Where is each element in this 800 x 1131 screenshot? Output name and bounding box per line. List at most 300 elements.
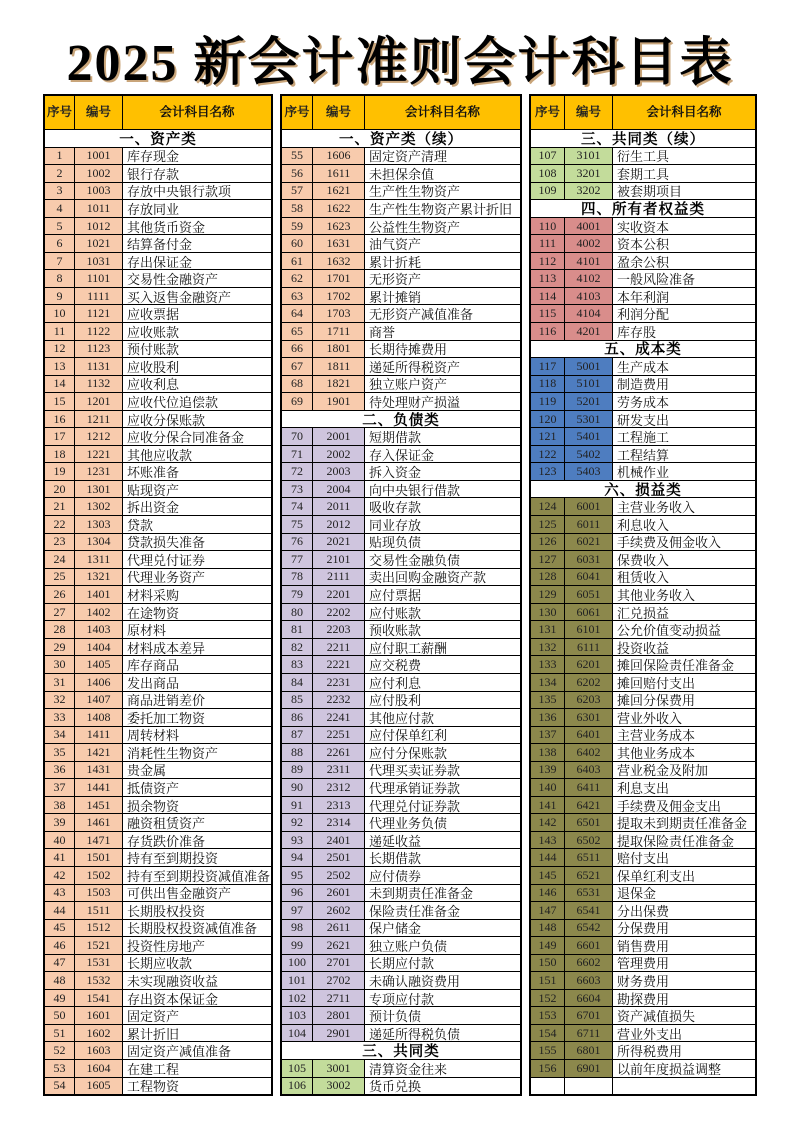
row-seq: 91	[282, 797, 313, 814]
row-code: 1801	[313, 341, 365, 358]
row-name: 固定资产减值准备	[123, 1042, 271, 1059]
row-code: 6403	[565, 762, 613, 779]
table-row	[282, 937, 520, 955]
row-name: 应收票据	[123, 305, 271, 322]
row-seq: 23	[45, 534, 75, 551]
row-seq: 74	[282, 498, 313, 515]
row-seq: 148	[531, 920, 565, 937]
row-code: 2711	[313, 990, 365, 1007]
row-code: 1451	[75, 797, 123, 814]
row-code: 4201	[565, 323, 613, 340]
row-code: 6201	[565, 656, 613, 673]
row-seq: 21	[45, 498, 75, 515]
row-name: 独立账户负债	[365, 937, 520, 954]
row-seq: 77	[282, 551, 313, 568]
row-seq: 47	[45, 955, 75, 972]
row-code: 6402	[565, 744, 613, 761]
row-seq: 44	[45, 902, 75, 919]
row-code: 6203	[565, 692, 613, 709]
table-row	[45, 235, 271, 253]
row-seq: 100	[282, 955, 313, 972]
row-name: 商品进销差价	[123, 692, 271, 709]
row-name: 保费收入	[613, 551, 755, 568]
table-row	[45, 498, 271, 516]
row-seq: 124	[531, 498, 565, 515]
row-code: 2201	[313, 586, 365, 603]
row-seq: 105	[282, 1060, 313, 1077]
table-row	[282, 463, 520, 481]
row-seq: 78	[282, 569, 313, 586]
row-name: 存出资本保证金	[123, 990, 271, 1007]
table-row	[531, 867, 755, 885]
row-name: 其他货币资金	[123, 218, 271, 235]
row-code: 2221	[313, 656, 365, 673]
row-name: 应付账款	[365, 604, 520, 621]
row-seq: 73	[282, 481, 313, 498]
row-name: 吸收存款	[365, 498, 520, 515]
row-seq: 155	[531, 1042, 565, 1059]
row-name: 预收账款	[365, 621, 520, 638]
row-name: 制造费用	[613, 376, 755, 393]
row-name: 结算备付金	[123, 235, 271, 252]
table-row	[531, 358, 755, 376]
row-seq: 98	[282, 920, 313, 937]
row-seq: 66	[282, 341, 313, 358]
row-name: 分保费用	[613, 920, 755, 937]
row-seq: 113	[531, 270, 565, 287]
row-name: 勘探费用	[613, 990, 755, 1007]
table-row	[282, 569, 520, 587]
row-seq: 8	[45, 270, 75, 287]
row-seq: 86	[282, 709, 313, 726]
row-seq: 6	[45, 235, 75, 252]
row-seq: 137	[531, 727, 565, 744]
row-name: 应付票据	[365, 586, 520, 603]
row-seq: 11	[45, 323, 75, 340]
row-code: 6401	[565, 727, 613, 744]
row-seq: 65	[282, 323, 313, 340]
row-code: 1606	[313, 148, 365, 165]
row-seq: 3	[45, 183, 75, 200]
row-name: 租赁收入	[613, 569, 755, 586]
table-row	[531, 832, 755, 850]
row-name: 未实现融资收益	[123, 972, 271, 989]
table-row	[282, 990, 520, 1008]
row-code: 2002	[313, 446, 365, 463]
column-header-name: 会计科目名称	[159, 104, 235, 119]
row-name: 卖出回购金融资产款	[365, 569, 520, 586]
row-code: 2311	[313, 762, 365, 779]
table-row	[282, 674, 520, 692]
section-header-label: 三、共同类	[282, 1042, 520, 1059]
row-name: 盈余公积	[613, 253, 755, 270]
table-row	[282, 849, 520, 867]
table-row	[282, 428, 520, 446]
column-header-code: 编号	[75, 96, 123, 129]
accounts-table	[43, 94, 757, 1096]
row-code: 1301	[75, 481, 123, 498]
row-name: 预计负债	[365, 1007, 520, 1024]
table-row	[531, 516, 755, 534]
row-code: 2611	[313, 920, 365, 937]
row-seq: 64	[282, 305, 313, 322]
table-row	[531, 744, 755, 762]
table-row	[531, 1042, 755, 1060]
table-row	[282, 727, 520, 745]
row-code: 1406	[75, 674, 123, 691]
table-row	[531, 534, 755, 552]
table-row	[531, 288, 755, 306]
row-seq: 151	[531, 972, 565, 989]
row-code: 1111	[75, 288, 123, 305]
row-name: 应付利息	[365, 674, 520, 691]
section-header-label: 二、负债类	[282, 411, 520, 428]
row-name: 工程结算	[613, 446, 755, 463]
row-code: 1601	[75, 1007, 123, 1024]
row-name: 研发支出	[613, 411, 755, 428]
row-code: 1212	[75, 428, 123, 445]
table-row	[282, 639, 520, 657]
row-name	[613, 1078, 755, 1095]
row-code: 2203	[313, 621, 365, 638]
column-header-code: 编号	[313, 96, 365, 129]
row-seq: 41	[45, 849, 75, 866]
row-name: 交易性金融负债	[365, 551, 520, 568]
row-code: 5403	[565, 463, 613, 480]
row-name: 应收账款	[123, 323, 271, 340]
table-row	[531, 797, 755, 815]
table-row	[45, 937, 271, 955]
row-code: 6541	[565, 902, 613, 919]
row-seq: 121	[531, 428, 565, 445]
section-header-row	[45, 130, 271, 148]
row-name: 贴现负债	[365, 534, 520, 551]
row-seq: 14	[45, 376, 75, 393]
table-row	[45, 534, 271, 552]
row-code: 6701	[565, 1007, 613, 1024]
row-code: 2011	[313, 498, 365, 515]
row-name: 贴现资产	[123, 481, 271, 498]
row-code: 2312	[313, 779, 365, 796]
row-seq: 75	[282, 516, 313, 533]
row-name: 递延所得税负债	[365, 1025, 520, 1042]
row-seq: 50	[45, 1007, 75, 1024]
row-code: 1821	[313, 376, 365, 393]
row-seq: 101	[282, 972, 313, 989]
row-seq: 45	[45, 920, 75, 937]
row-name: 利息支出	[613, 779, 755, 796]
row-code: 1421	[75, 744, 123, 761]
row-seq: 88	[282, 744, 313, 761]
row-code: 1702	[313, 288, 365, 305]
row-code: 2313	[313, 797, 365, 814]
table-row	[282, 305, 520, 323]
row-seq: 92	[282, 814, 313, 831]
row-code: 5001	[565, 358, 613, 375]
table-row	[45, 955, 271, 973]
row-code: 6502	[565, 832, 613, 849]
table-row	[282, 656, 520, 674]
row-name: 生产成本	[613, 358, 755, 375]
row-name: 长期借款	[365, 849, 520, 866]
row-code: 1132	[75, 376, 123, 393]
row-code: 4104	[565, 305, 613, 322]
row-name: 汇兑损益	[613, 604, 755, 621]
row-name: 赔付支出	[613, 849, 755, 866]
row-name: 拆出资金	[123, 498, 271, 515]
table-row	[45, 165, 271, 183]
row-seq: 29	[45, 639, 75, 656]
row-name: 套期工具	[613, 165, 755, 182]
row-seq: 37	[45, 779, 75, 796]
column-header-seq: 序号	[45, 96, 75, 129]
row-code: 6542	[565, 920, 613, 937]
row-code: 1211	[75, 411, 123, 428]
table-row	[531, 253, 755, 271]
row-name: 摊回赔付支出	[613, 674, 755, 691]
table-row	[282, 288, 520, 306]
row-code: 1631	[313, 235, 365, 252]
row-seq: 115	[531, 305, 565, 322]
row-code: 2003	[313, 463, 365, 480]
section-header-row	[282, 1042, 520, 1060]
row-name: 手续费及佣金收入	[613, 534, 755, 551]
row-code: 1623	[313, 218, 365, 235]
table-column-group-1	[43, 94, 273, 1096]
row-name: 提取保险责任准备金	[613, 832, 755, 849]
table-row	[45, 183, 271, 201]
table-row	[282, 148, 520, 166]
row-code: 1621	[313, 183, 365, 200]
row-name: 衍生工具	[613, 148, 755, 165]
row-code: 1701	[313, 270, 365, 287]
row-seq: 35	[45, 744, 75, 761]
row-code: 4001	[565, 218, 613, 235]
table-row	[45, 990, 271, 1008]
row-code: 6031	[565, 551, 613, 568]
table-row	[45, 849, 271, 867]
row-code: 1441	[75, 779, 123, 796]
row-name: 工程施工	[613, 428, 755, 445]
row-code: 6061	[565, 604, 613, 621]
row-code: 1231	[75, 463, 123, 480]
row-code: 1402	[75, 604, 123, 621]
row-name: 累计摊销	[365, 288, 520, 305]
row-name: 材料采购	[123, 586, 271, 603]
row-seq: 97	[282, 902, 313, 919]
row-code: 1532	[75, 972, 123, 989]
row-name: 其他应付款	[365, 709, 520, 726]
row-code: 1123	[75, 341, 123, 358]
row-name: 资本公积	[613, 235, 755, 252]
row-seq: 143	[531, 832, 565, 849]
table-row	[45, 288, 271, 306]
row-seq: 72	[282, 463, 313, 480]
table-row	[45, 727, 271, 745]
page-title: 2025 新会计准则会计科目表	[66, 35, 734, 92]
row-seq: 153	[531, 1007, 565, 1024]
row-code: 1407	[75, 692, 123, 709]
row-seq: 110	[531, 218, 565, 235]
row-name: 向中央银行借款	[365, 481, 520, 498]
section-header-label: 一、资产类（续）	[282, 130, 520, 147]
row-seq: 49	[45, 990, 75, 1007]
row-seq: 154	[531, 1025, 565, 1042]
table-row	[531, 498, 755, 516]
row-name: 营业税金及附加	[613, 762, 755, 779]
row-code: 1611	[313, 165, 365, 182]
row-name: 分出保费	[613, 902, 755, 919]
row-code: 1321	[75, 569, 123, 586]
table-row	[282, 551, 520, 569]
row-code: 6711	[565, 1025, 613, 1042]
table-row	[45, 972, 271, 990]
table-row	[45, 586, 271, 604]
row-name: 独立账户资产	[365, 376, 520, 393]
row-name: 交易性金融资产	[123, 270, 271, 287]
table-row	[531, 639, 755, 657]
column-header-row	[282, 96, 520, 130]
row-seq: 109	[531, 183, 565, 200]
table-row	[45, 621, 271, 639]
row-seq: 30	[45, 656, 75, 673]
row-seq: 51	[45, 1025, 75, 1042]
row-seq: 53	[45, 1060, 75, 1077]
row-seq: 60	[282, 235, 313, 252]
table-row	[531, 376, 755, 394]
table-row	[531, 902, 755, 920]
row-code: 4101	[565, 253, 613, 270]
table-row	[282, 1007, 520, 1025]
row-name: 短期借款	[365, 428, 520, 445]
row-name: 利润分配	[613, 305, 755, 322]
row-seq: 31	[45, 674, 75, 691]
row-seq: 79	[282, 586, 313, 603]
row-name: 管理费用	[613, 955, 755, 972]
row-seq: 17	[45, 428, 75, 445]
row-name: 长期股权投资减值准备	[123, 920, 271, 937]
row-code: 1622	[313, 200, 365, 217]
row-code: 5401	[565, 428, 613, 445]
table-row	[531, 920, 755, 938]
row-name: 可供出售金融资产	[123, 885, 271, 902]
row-seq: 138	[531, 744, 565, 761]
row-name: 油气资产	[365, 235, 520, 252]
table-row	[531, 428, 755, 446]
row-seq: 70	[282, 428, 313, 445]
row-seq: 118	[531, 376, 565, 393]
section-header-label: 六、损益类	[531, 481, 755, 498]
row-code: 1002	[75, 165, 123, 182]
row-name: 应收分保合同准备金	[123, 428, 271, 445]
row-seq: 83	[282, 656, 313, 673]
table-column-group-2	[280, 94, 522, 1096]
table-row	[45, 253, 271, 271]
row-name: 代理兑付证券款	[365, 797, 520, 814]
row-code: 2602	[313, 902, 365, 919]
row-seq: 61	[282, 253, 313, 270]
row-name: 生产性生物资产累计折旧	[365, 200, 520, 217]
table-row	[531, 569, 755, 587]
row-seq: 12	[45, 341, 75, 358]
row-seq: 141	[531, 797, 565, 814]
table-row	[45, 200, 271, 218]
row-name: 持有至到期投资	[123, 849, 271, 866]
row-code: 2621	[313, 937, 365, 954]
row-code: 6041	[565, 569, 613, 586]
row-code: 6101	[565, 621, 613, 638]
row-name: 未到期责任准备金	[365, 885, 520, 902]
table-row	[531, 692, 755, 710]
row-seq: 15	[45, 393, 75, 410]
row-code: 1501	[75, 849, 123, 866]
row-code: 2101	[313, 551, 365, 568]
row-seq: 111	[531, 235, 565, 252]
row-seq: 46	[45, 937, 75, 954]
row-name: 保户储金	[365, 920, 520, 937]
table-row	[282, 235, 520, 253]
row-code: 1003	[75, 183, 123, 200]
row-name: 损余物资	[123, 797, 271, 814]
row-code: 1703	[313, 305, 365, 322]
table-row	[531, 305, 755, 323]
row-name: 累计折旧	[123, 1025, 271, 1042]
table-row	[531, 762, 755, 780]
table-row	[282, 885, 520, 903]
table-column-group-3	[529, 94, 757, 1096]
table-row	[45, 639, 271, 657]
table-row	[45, 551, 271, 569]
row-name: 公益性生物资产	[365, 218, 520, 235]
row-code: 1512	[75, 920, 123, 937]
table-row	[282, 972, 520, 990]
row-seq: 84	[282, 674, 313, 691]
section-header-row	[282, 130, 520, 148]
row-name: 利息收入	[613, 516, 755, 533]
row-seq: 68	[282, 376, 313, 393]
row-code: 1311	[75, 551, 123, 568]
row-code: 2021	[313, 534, 365, 551]
row-seq: 40	[45, 832, 75, 849]
table-row	[45, 569, 271, 587]
row-code: 1541	[75, 990, 123, 1007]
row-code: 2251	[313, 727, 365, 744]
section-header-row	[531, 200, 755, 218]
row-name: 手续费及佣金支出	[613, 797, 755, 814]
row-seq: 99	[282, 937, 313, 954]
row-code: 4002	[565, 235, 613, 252]
row-name: 应付职工薪酬	[365, 639, 520, 656]
row-name: 专项应付款	[365, 990, 520, 1007]
row-seq: 85	[282, 692, 313, 709]
row-name: 其他应收款	[123, 446, 271, 463]
row-seq: 9	[45, 288, 75, 305]
row-name: 融资租赁资产	[123, 814, 271, 831]
table-row	[45, 656, 271, 674]
row-code: 1405	[75, 656, 123, 673]
row-code: 1404	[75, 639, 123, 656]
row-seq: 104	[282, 1025, 313, 1042]
table-row	[45, 446, 271, 464]
row-seq: 123	[531, 463, 565, 480]
table-row	[531, 885, 755, 903]
row-code: 6531	[565, 885, 613, 902]
row-seq: 126	[531, 534, 565, 551]
row-code: 6202	[565, 674, 613, 691]
row-code: 1304	[75, 534, 123, 551]
row-name: 存放同业	[123, 200, 271, 217]
row-seq: 56	[282, 165, 313, 182]
